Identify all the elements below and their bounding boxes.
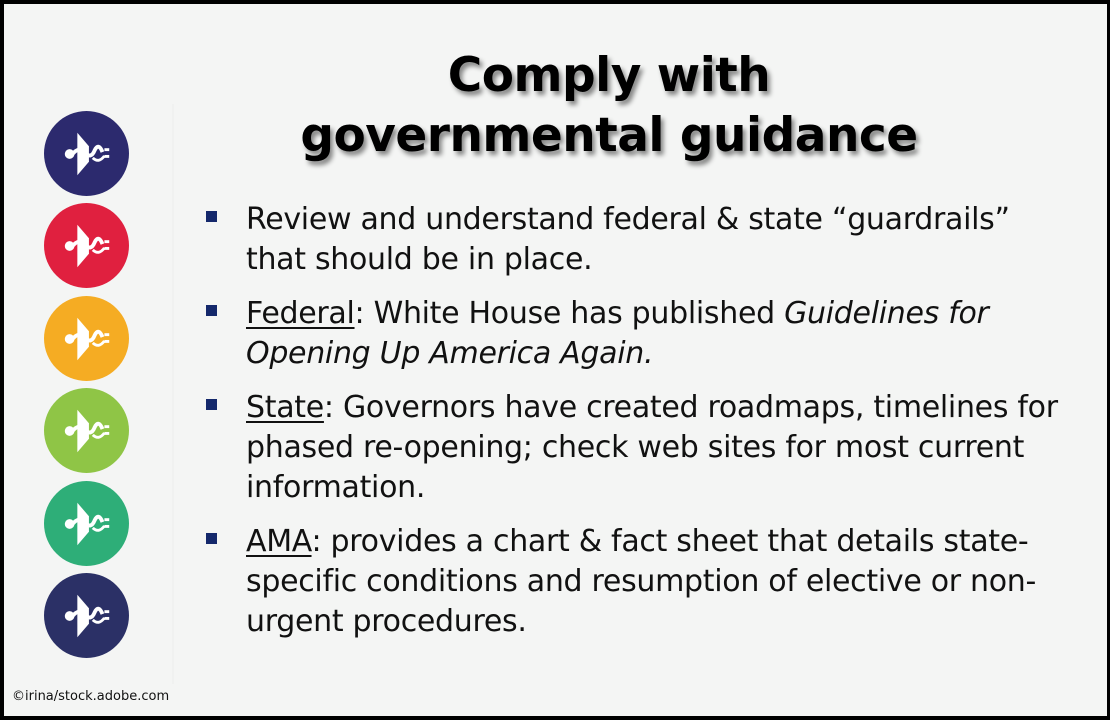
- image-credit: ©irina/stock.adobe.com: [12, 689, 170, 704]
- slide: [4, 4, 1107, 716]
- bullet-lead: AMA: [246, 524, 312, 559]
- plug-cord-glyph: [58, 217, 116, 275]
- title-line-2: governmental guidance: [300, 108, 918, 163]
- plug-cord-icon: [44, 111, 129, 196]
- bullet-list: [200, 200, 1060, 656]
- bullet-text: : provides a chart & fact sheet that details state-specific conditions and resumption of elective or non-urgent procedures.: [246, 524, 1037, 639]
- bullet-text: : White House has published: [354, 296, 785, 331]
- divider: [172, 104, 174, 684]
- bullet-lead: State: [246, 390, 324, 425]
- title-line-1: Comply with: [447, 48, 771, 103]
- bullet-text: : Governors have created roadmaps, timelines for phased re-opening; check web sites for most current information.: [246, 390, 1058, 505]
- plug-cord-icon: [44, 481, 129, 566]
- square-bullet-icon: [206, 211, 217, 222]
- plug-cord-glyph: [58, 402, 116, 460]
- plug-cord-glyph: [58, 310, 116, 368]
- plug-cord-icon: [44, 388, 129, 473]
- icon-column: [4, 4, 172, 716]
- square-bullet-icon: [206, 399, 217, 410]
- plug-cord-glyph: [58, 587, 116, 645]
- bullet-lead: Federal: [246, 296, 355, 331]
- bullet-text: Review and understand federal & state “guardrails” that should be in place.: [246, 202, 1010, 277]
- plug-cord-glyph: [58, 495, 116, 553]
- bullet-item-state: [200, 388, 1060, 508]
- bullet-item-federal: [200, 294, 1060, 374]
- plug-cord-glyph: [58, 125, 116, 183]
- plug-cord-icon: [44, 573, 129, 658]
- bullet-item-ama: [200, 522, 1060, 642]
- bullet-item-review: [200, 200, 1060, 280]
- bullet-italic-title: Guidelines for Opening Up America Again.: [246, 296, 989, 371]
- square-bullet-icon: [206, 305, 217, 316]
- plug-cord-icon: [44, 203, 129, 288]
- plug-cord-icon: [44, 296, 129, 381]
- slide-title: [204, 46, 1014, 166]
- square-bullet-icon: [206, 533, 217, 544]
